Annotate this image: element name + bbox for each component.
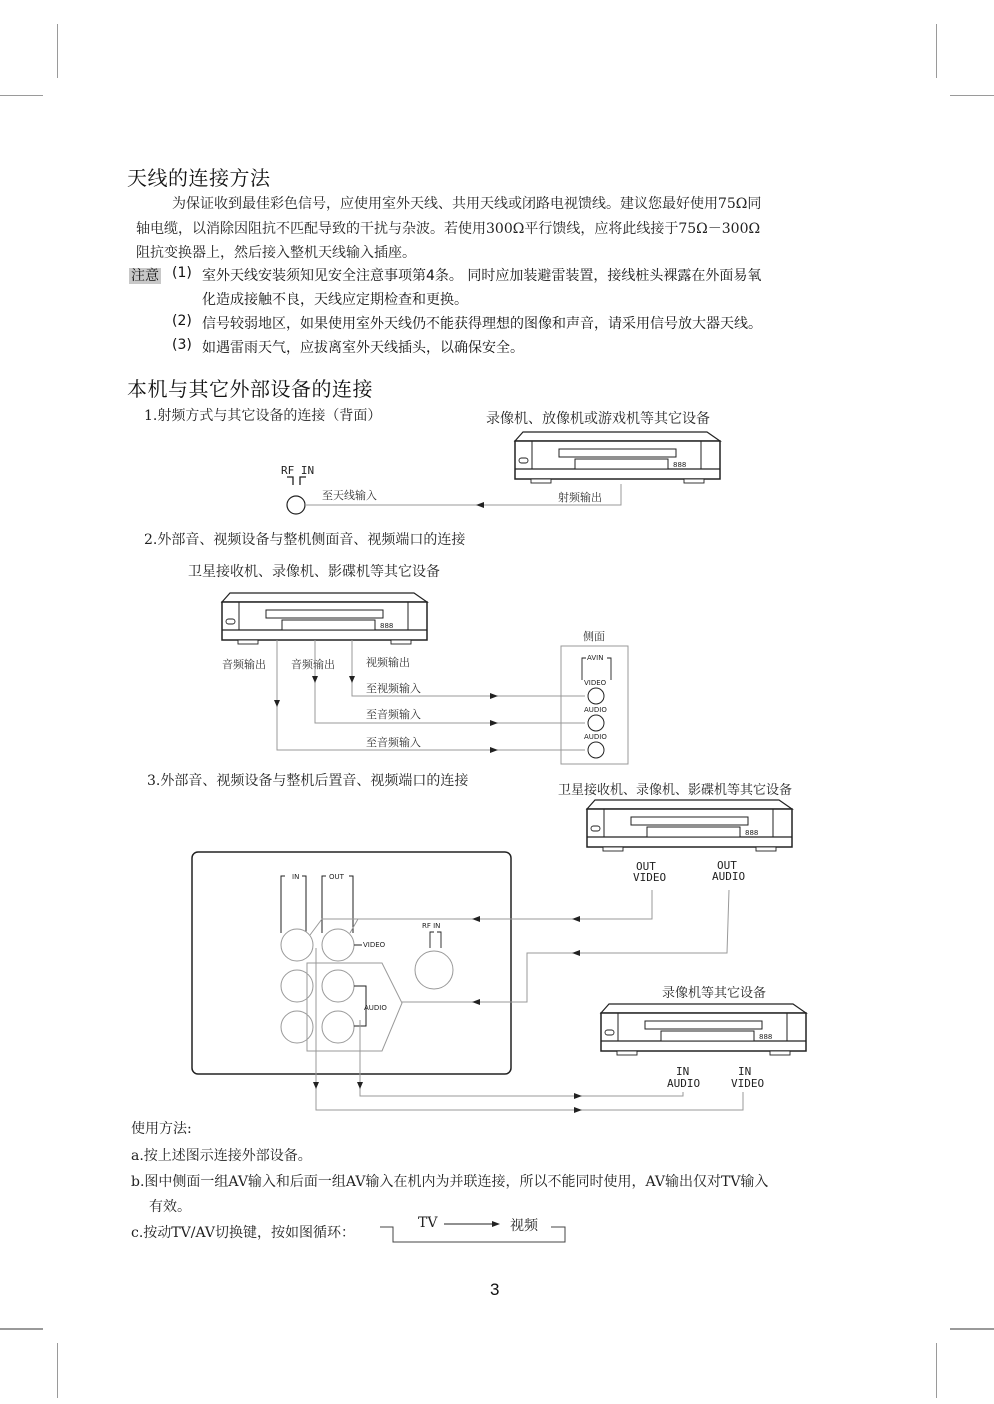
section-title-external: 本机与其它外部设备的连接: [127, 377, 373, 401]
in-video-label: IN: [738, 1065, 752, 1078]
source-device-icon: [587, 800, 792, 851]
panel-out-label: OUT: [329, 873, 344, 881]
to-audio-input-label: 至音频输入: [366, 736, 421, 749]
usage-step-b: b.图中侧面一组AV输入和后面一组AV输入在机内为并联连接，所以不能同时使用，AV输出仅对TV输入: [131, 1174, 769, 1190]
note-number: (2): [172, 313, 192, 329]
rf-in-jack-icon: [415, 951, 453, 989]
crop-mark: [936, 24, 937, 78]
cycle-tv: TV: [418, 1215, 438, 1231]
device-label: 录像机等其它设备: [662, 986, 767, 1001]
av-in-label: AVIN: [587, 654, 604, 662]
subsection-heading: 3.外部音、视频设备与整机后置音、视频端口的连接: [147, 773, 469, 789]
paragraph-line: 轴电缆，以消除因阻抗不匹配导致的干扰与杂波。若使用300Ω平行馈线，应将此线接于75Ω－300Ω: [136, 221, 761, 237]
source-device-icon: [222, 593, 427, 644]
video-output-label: 视频输出: [366, 656, 410, 669]
device-label: 卫星接收机、录像机、影碟机等其它设备: [188, 564, 440, 580]
subsection-heading: 2.外部音、视频设备与整机侧面音、视频端口的连接: [144, 532, 466, 548]
device-label: 卫星接收机、录像机、影碟机等其它设备: [558, 783, 793, 798]
usage-step-c: c.按动TV/AV切换键，按如图循环：: [131, 1225, 355, 1241]
paragraph-line: 阻抗变换器上，然后接入整机天线输入插座。: [136, 245, 416, 261]
audio-output-label: 音频输出: [291, 658, 335, 671]
usage-step-a: a.按上述图示连接外部设备。: [131, 1148, 312, 1164]
usage-step-b-cont: 有效。: [149, 1199, 191, 1215]
out-audio-label: OUT: [717, 859, 737, 872]
jack-icon: [322, 970, 354, 1002]
video-jack-icon: [588, 688, 604, 704]
note-text: 化造成接触不良，天线应定期检查和更换。: [202, 292, 468, 308]
rf-in-label: RF IN: [281, 464, 315, 477]
audio-jack-icon: [588, 715, 604, 731]
in-audio-label: AUDIO: [667, 1077, 701, 1090]
video-label: VIDEO: [584, 679, 607, 687]
audio-jack-icon: [588, 742, 604, 758]
rear-panel: [192, 852, 511, 1074]
panel-in-label: IN: [292, 873, 300, 881]
out-video-label: VIDEO: [633, 871, 667, 884]
crop-mark: [950, 95, 994, 96]
jack-icon: [322, 929, 354, 961]
vcr-device-icon: [515, 432, 720, 483]
note-number: (3): [172, 337, 192, 353]
crop-mark: [0, 95, 43, 96]
note-label: 注意: [131, 268, 159, 284]
crop-mark: [57, 1343, 58, 1398]
crop-mark: [57, 24, 58, 78]
jack-icon: [322, 1011, 354, 1043]
note-text: 信号较弱地区，如果使用室外天线仍不能获得理想的图像和声音，请采用信号放大器天线。: [202, 316, 762, 332]
in-video-label: VIDEO: [731, 1077, 765, 1090]
panel-rf-in-label: RF IN: [422, 922, 441, 930]
subsection-heading: 1.射频方式与其它设备的连接（背面）: [144, 408, 382, 424]
note-text: 如遇雷雨天气，应拔离室外天线插头，以确保安全。: [202, 340, 524, 356]
note-number: (1): [172, 265, 192, 281]
rf-in-jack-icon: [287, 496, 305, 514]
jack-icon: [281, 929, 313, 961]
out-audio-label: AUDIO: [712, 870, 746, 883]
note-text: 室外天线安装须知见安全注意事项第4条。 同时应加装避雷装置，接线桩头裸露在外面易氧: [202, 268, 762, 284]
to-antenna-input-label: 至天线输入: [322, 489, 377, 502]
panel-audio-label: AUDIO: [364, 1004, 387, 1012]
to-audio-input-label: 至音频输入: [366, 708, 421, 721]
side-label: 侧面: [583, 630, 605, 643]
to-video-input-label: 至视频输入: [366, 682, 421, 695]
recorder-device-icon: [601, 1004, 806, 1055]
crop-mark: [950, 1328, 994, 1330]
cycle-video: 视频: [510, 1218, 538, 1234]
panel-video-label: VIDEO: [363, 941, 386, 949]
in-audio-label: IN: [676, 1065, 690, 1078]
rf-output-label: 射频输出: [558, 491, 602, 504]
device-label: 录像机、放像机或游戏机等其它设备: [486, 411, 710, 427]
crop-mark: [936, 1343, 937, 1398]
crop-mark: [0, 1328, 43, 1330]
audio-output-label: 音频输出: [222, 658, 266, 671]
page-number: 3: [490, 1280, 500, 1299]
audio-label: AUDIO: [584, 706, 607, 714]
out-video-label: OUT: [636, 860, 656, 873]
jack-icon: [281, 1011, 313, 1043]
jack-icon: [281, 970, 313, 1002]
audio-label: AUDIO: [584, 733, 607, 741]
section-title-antenna: 天线的连接方法: [127, 166, 271, 190]
connection-diagram: 888 RF IN 至天线输入 射频输出 音频输出 音频输出 视频输出 至视频输入 至音频输入 至音频输入 侧面 AVIN VIDEO AUDIO AUDIO OUT VIDEO OUT AUDIO IN OUT VIDEO AUDIO RF IN IN AUDIO IN VIDEO: [0, 0, 994, 1404]
usage-title: 使用方法:: [131, 1121, 192, 1137]
paragraph-line: 为保证收到最佳彩色信号，应使用室外天线、共用天线或闭路电视馈线。建议您最好使用75Ω同: [172, 196, 762, 212]
